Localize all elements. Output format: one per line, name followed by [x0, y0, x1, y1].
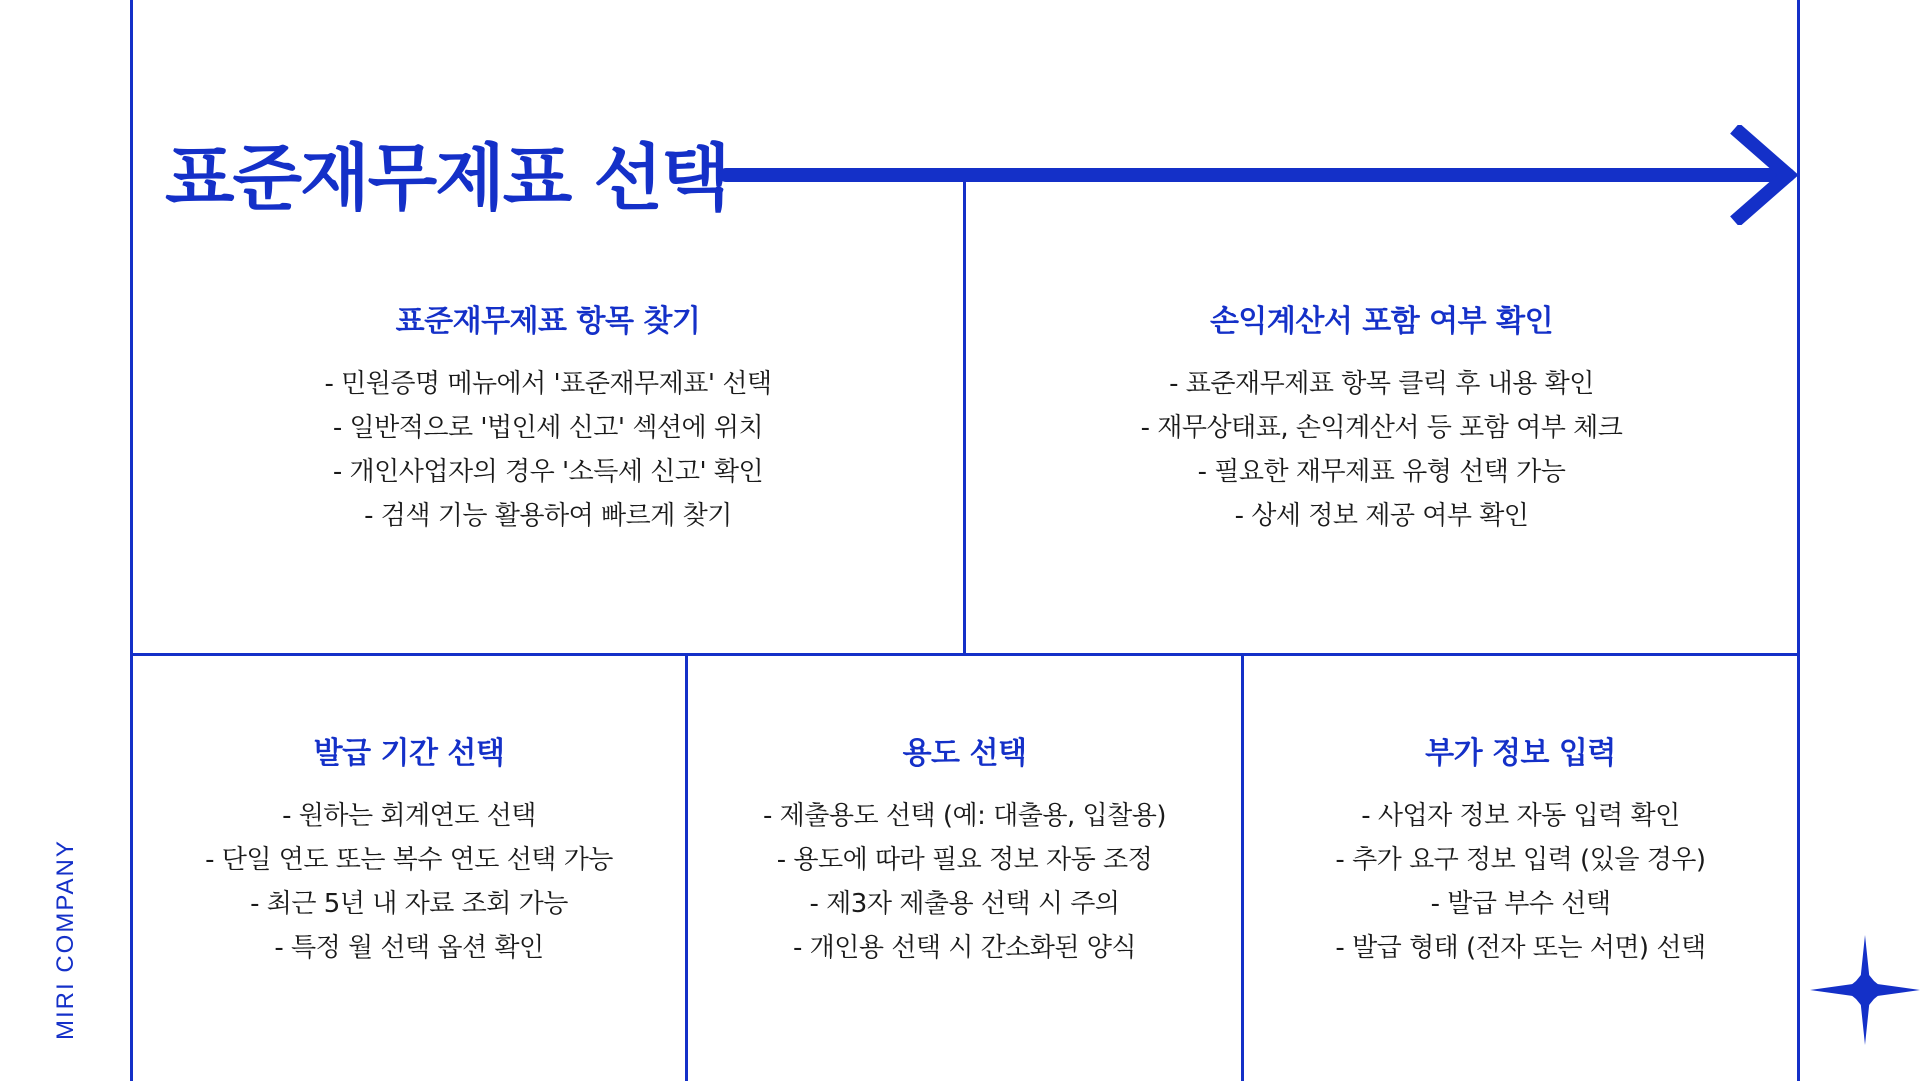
list-item: - 검색 기능 활용하여 빠르게 찾기	[364, 501, 732, 531]
list-item: - 제3자 제출용 선택 시 주의	[809, 889, 1120, 919]
list-item: - 특정 월 선택 옵션 확인	[274, 933, 544, 963]
list-item: - 재무상태표, 손익계산서 등 포함 여부 체크	[1140, 413, 1623, 443]
section-heading: 발급 기간 선택	[313, 736, 505, 771]
list-item: - 개인용 선택 시 간소화된 양식	[792, 933, 1137, 963]
section-issue-period	[133, 728, 685, 970]
page-title: 표준재무제표 선택	[165, 136, 729, 220]
section-additional-info	[1244, 728, 1797, 970]
list-item: - 추가 요구 정보 입력 (있을 경우)	[1335, 845, 1706, 875]
section-income-statement-check	[966, 296, 1797, 538]
list-item: - 원하는 회계연도 선택	[282, 801, 536, 831]
list-item: - 표준재무제표 항목 클릭 후 내용 확인	[1169, 369, 1594, 399]
star-icon	[1810, 935, 1920, 1045]
list-item: - 단일 연도 또는 복수 연도 선택 가능	[205, 845, 613, 875]
section-heading: 용도 선택	[902, 736, 1027, 771]
section-heading: 부가 정보 입력	[1425, 736, 1616, 771]
list-item: - 사업자 정보 자동 입력 확인	[1361, 801, 1680, 831]
list-item: - 발급 형태 (전자 또는 서면) 선택	[1335, 933, 1706, 963]
list-item: - 최근 5년 내 자료 조회 가능	[250, 889, 568, 919]
list-item: - 민원증명 메뉴에서 '표준재무제표' 선택	[324, 369, 772, 399]
brand-label: MIRI COMPANY	[52, 839, 79, 1040]
section-find-statement	[133, 296, 963, 538]
list-item: - 발급 부수 선택	[1430, 889, 1611, 919]
list-item: - 개인사업자의 경우 '소득세 신고' 확인	[332, 457, 764, 487]
list-item: - 용도에 따라 필요 정보 자동 조정	[776, 845, 1153, 875]
list-item: - 제출용도 선택 (예: 대출용, 입찰용)	[762, 801, 1167, 831]
section-heading: 표준재무제표 항목 찾기	[395, 304, 701, 339]
horizontal-divider	[130, 653, 1800, 656]
section-heading: 손익계산서 포함 여부 확인	[1209, 304, 1554, 339]
arrow-right-icon	[720, 125, 1800, 225]
section-purpose	[688, 728, 1241, 970]
list-item: - 상세 정보 제공 여부 확인	[1234, 501, 1529, 531]
list-item: - 필요한 재무제표 유형 선택 가능	[1197, 457, 1566, 487]
list-item: - 일반적으로 '법인세 신고' 섹션에 위치	[332, 413, 764, 443]
